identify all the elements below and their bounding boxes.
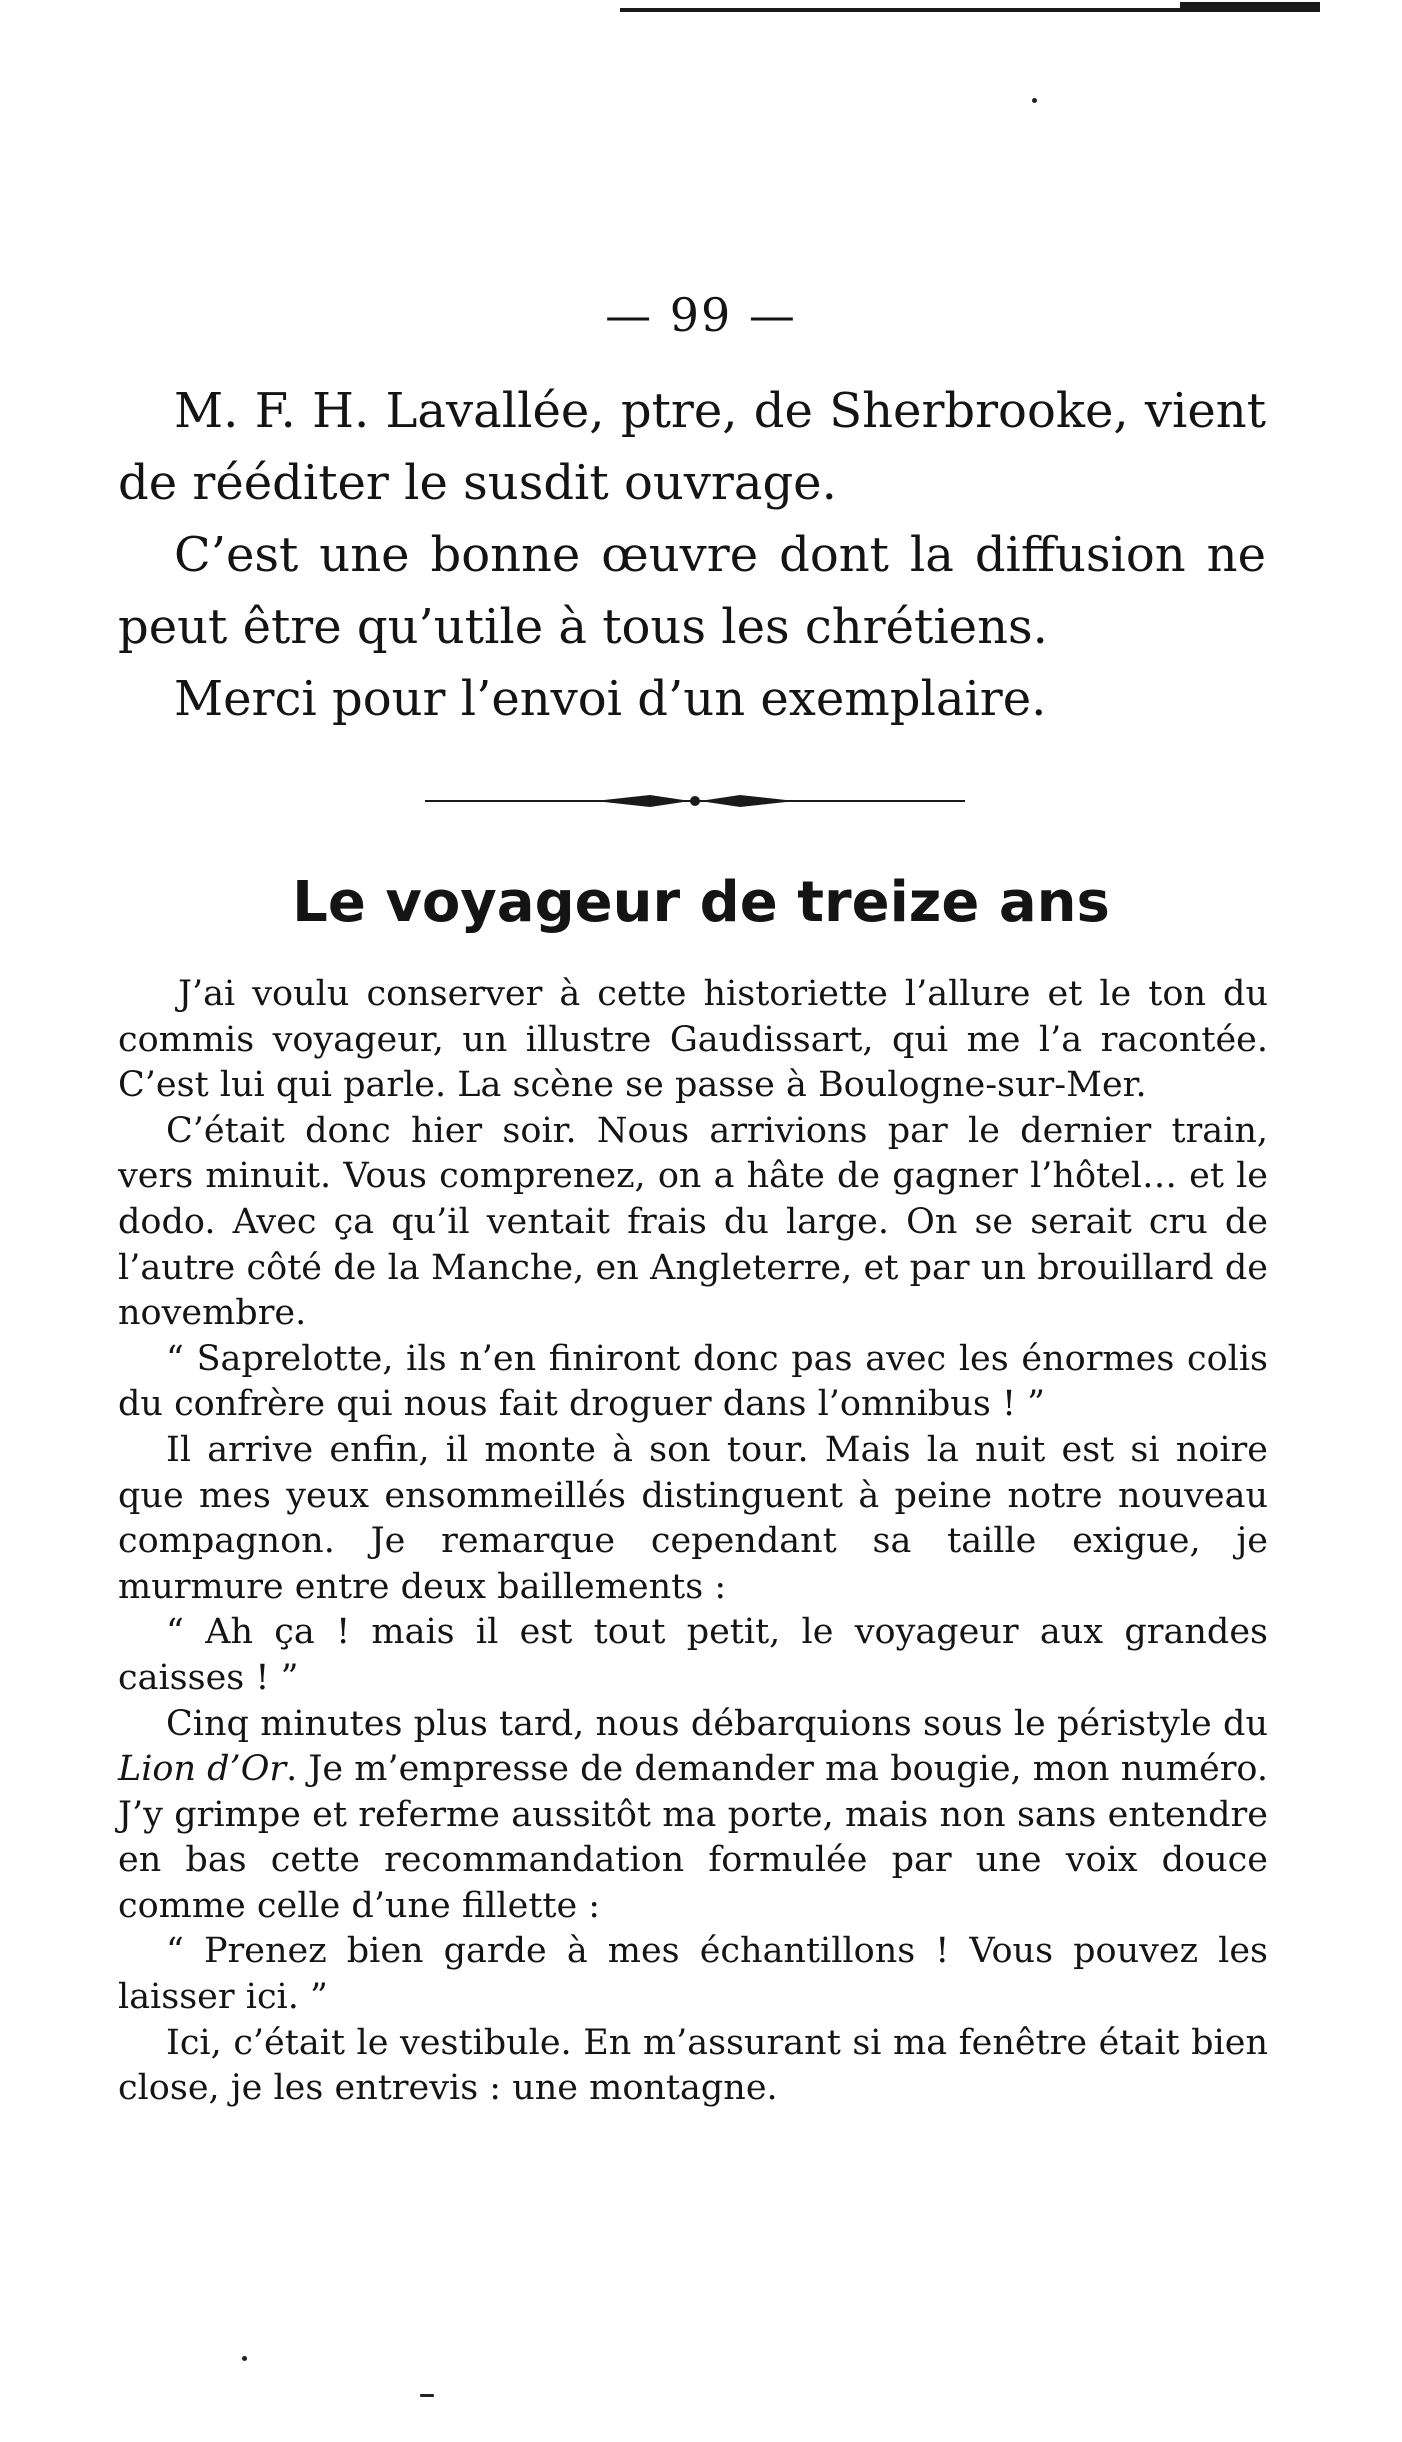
article-body [118, 972, 1268, 2112]
top-edge-rule-thick [1180, 2, 1320, 12]
notice-paragraph: Merci pour l’envoi d’un exemplaire. [174, 671, 1047, 727]
page-number: — 99 — [605, 288, 797, 342]
article-paragraph: Ici, c’était le vestibule. En m’assurant si ma fenêtre était bien close, je les entrevis : une montagne. [118, 2022, 1268, 2109]
ink-speck [1032, 98, 1037, 103]
article-paragraph: Il arrive enfin, il monte à son tour. Mais la nuit est si noire que mes yeux ensommeillés distinguent à peine notre nouveau compagnon. Je remarque cependant sa taille exigue, je murmure entre deux baillements : [118, 1429, 1268, 1607]
section-divider-ornament [425, 790, 965, 812]
article-paragraph: “ Prenez bien garde à mes échantillons ! Vous pouvez les laisser ici. ” [118, 1931, 1268, 2018]
hotel-name: Lion d’Or [118, 1749, 287, 1790]
article-paragraph [118, 1702, 1268, 1930]
ink-speck [420, 2394, 434, 2397]
article-title: Le voyageur de treize ans [292, 870, 1110, 935]
ink-speck [242, 2356, 247, 2361]
article-paragraph: “ Ah ça ! mais il est tout petit, le voyageur aux grandes caisses ! ” [118, 1612, 1268, 1698]
notice-paragraph: C’est une bonne œuvre dont la diffusion ne peut être qu’utile à tous les chrétiens. [118, 527, 1266, 655]
article-paragraph: J’ai voulu conserver à cette historiette l’allure et le ton du commis voyageur, un illustre Gaudissart, qui me l’a racontée. C’est lui qui parle. La scène se passe à Boulogne-sur-Mer. [118, 974, 1268, 1106]
paragraph-text: . Je m’empresse de demander ma bougie, mon numéro. J’y grimpe et referme aussitôt ma porte, mais non sans entendre en bas cette recommandation formulée par une voix douce comme celle d’une fillette : [118, 1749, 1269, 1926]
article-paragraph: C’était donc hier soir. Nous arrivions par le dernier train, vers minuit. Vous comprenez, on a hâte de gagner l’hôtel… et le dodo. Avec ça qu’il ventait frais du large. On se serait cru de l’autre côté de la Manche, en Angleterre, et par un brouillard de novembre. [118, 1110, 1268, 1334]
notice-section [118, 375, 1266, 735]
paragraph-text: Cinq minutes plus tard, nous débarquions sous le péristyle du [166, 1703, 1268, 1744]
article-paragraph: “ Saprelotte, ils n’en finiront donc pas avec les énormes colis du confrère qui nous fait droguer dans l’omnibus ! ” [118, 1338, 1268, 1425]
notice-paragraph: M. F. H. Lavallée, ptre, de Sherbrooke, vient de rééditer le susdit ouvrage. [118, 383, 1266, 511]
